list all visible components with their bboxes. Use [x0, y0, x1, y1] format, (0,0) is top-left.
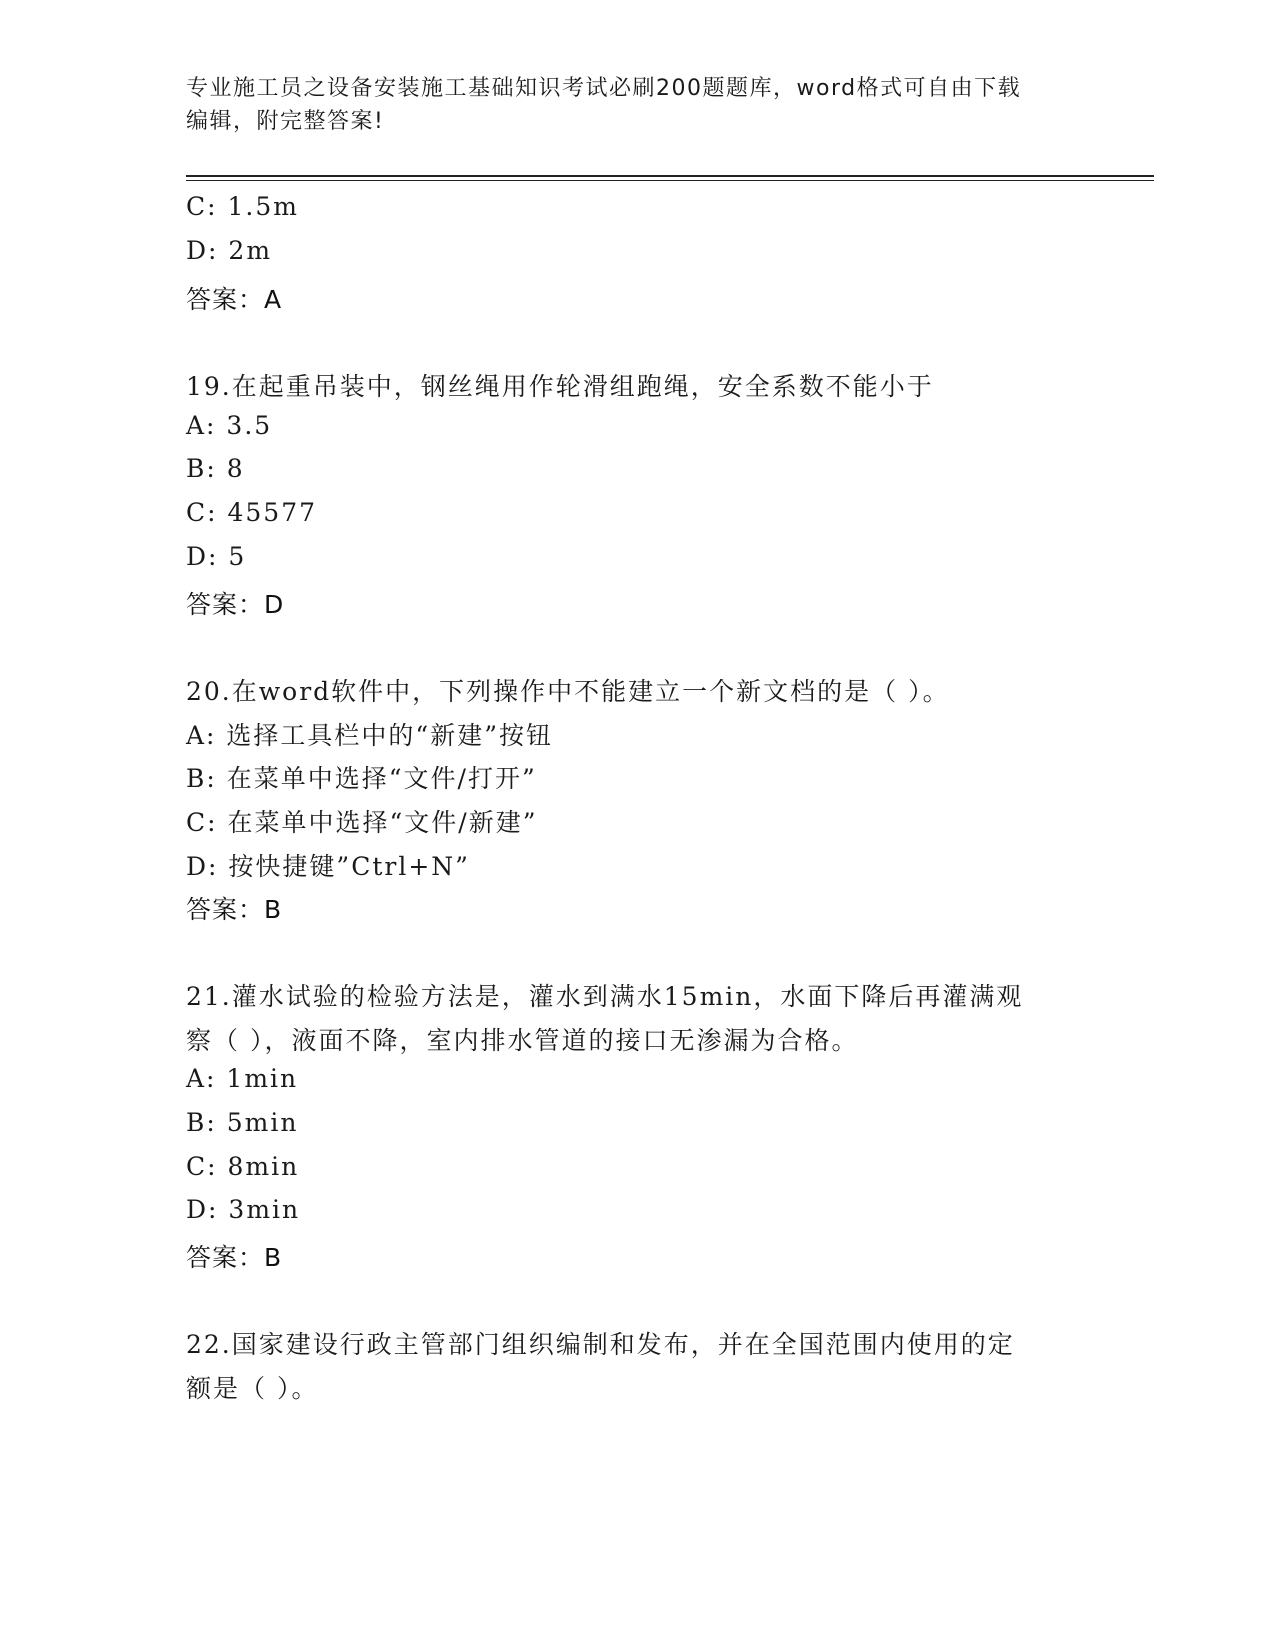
q22-stem-line2: 额是（ ）。: [186, 1374, 319, 1403]
q20-option-d: D: 按快捷键”Ctrl+N”: [186, 852, 470, 881]
q22-stem-line1: 22.国家建设行政主管部门组织编制和发布，并在全国范围内使用的定: [186, 1330, 1015, 1359]
header-divider-thin: [186, 180, 1154, 181]
q18-option-c: C: 1.5m: [186, 192, 299, 221]
q20-option-b: B: 在菜单中选择“文件/打开”: [186, 764, 537, 793]
q19-option-d: D: 5: [186, 542, 247, 571]
q19-option-c: C: 45577: [186, 498, 318, 527]
q21-option-d: D: 3min: [186, 1195, 301, 1224]
q21-stem-line1: 21.灌水试验的检验方法是，灌水到满水15min，水面下降后再灌满观: [186, 982, 1024, 1011]
q18-option-d: D: 2m: [186, 236, 273, 265]
q21-option-a: A: 1min: [186, 1064, 299, 1093]
header-divider-thick: [186, 175, 1154, 177]
header-title-line2: 编辑，附完整答案!: [186, 109, 385, 134]
q20-option-c: C: 在菜单中选择“文件/新建”: [186, 808, 538, 837]
q20-option-a: A: 选择工具栏中的“新建”按钮: [186, 721, 553, 750]
q18-answer: 答案：A: [186, 285, 283, 314]
q21-option-c: C: 8min: [186, 1152, 300, 1181]
q19-stem: 19.在起重吊装中，钢丝绳用作轮滑组跑绳，安全系数不能小于: [186, 372, 934, 401]
q21-option-b: B: 5min: [186, 1108, 299, 1137]
q21-stem-line2: 察（ ），液面不降，室内排水管道的接口无渗漏为合格。: [186, 1026, 859, 1055]
q19-option-a: A: 3.5: [186, 411, 273, 440]
document-header: [186, 72, 1066, 138]
q19-option-b: B: 8: [186, 454, 245, 483]
q21-answer: 答案：B: [186, 1243, 283, 1272]
q20-answer: 答案：B: [186, 895, 283, 924]
header-title-line1: 专业施工员之设备安装施工基础知识考试必刷200题题库，word格式可自由下载: [186, 76, 1022, 101]
q19-answer: 答案：D: [186, 590, 285, 619]
q20-stem: 20.在word软件中，下列操作中不能建立一个新文档的是（ ）。: [186, 677, 950, 706]
